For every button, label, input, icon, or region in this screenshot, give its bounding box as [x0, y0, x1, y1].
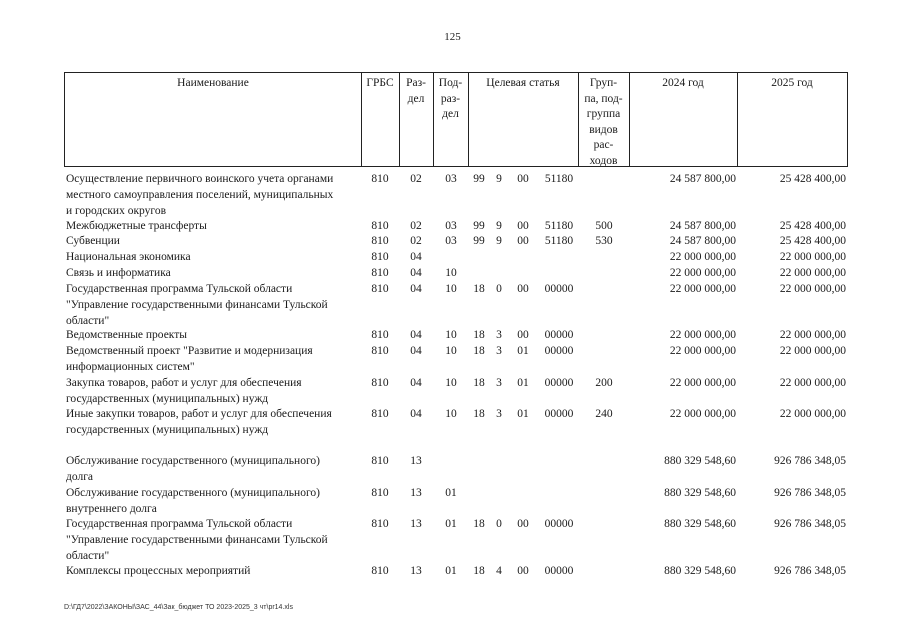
cell-t1: 18: [473, 377, 485, 389]
cell-y2025: 22 000 000,00: [779, 377, 846, 389]
row-name: Закупка товаров, работ и услуг для обеспечения государственных (муниципальных) нужд: [66, 377, 302, 405]
cell-grbs: 810: [371, 173, 389, 185]
cell-y2025: 22 000 000,00: [779, 267, 846, 279]
table-row: [0, 171, 905, 217]
cell-grbs: 810: [371, 283, 389, 295]
cell-razdel: 04: [410, 329, 422, 341]
row-name: Государственная программа Тульской области "Управление государственными финансами Тульской области": [66, 518, 328, 562]
cell-t3: 01: [517, 408, 529, 420]
cell-y2024: 880 329 548,60: [664, 455, 736, 467]
cell-t3: 00: [517, 173, 529, 185]
cell-t1: 18: [473, 518, 485, 530]
cell-t2: 3: [496, 329, 502, 341]
cell-podrazdel: 03: [445, 173, 457, 185]
cell-grbs: 810: [371, 565, 389, 577]
cell-podrazdel: 10: [445, 283, 457, 295]
cell-podrazdel: 10: [445, 329, 457, 341]
cell-razdel: 13: [410, 565, 422, 577]
cell-y2025: 22 000 000,00: [779, 283, 846, 295]
cell-y2024: 22 000 000,00: [669, 267, 736, 279]
page-number: 125: [444, 31, 461, 43]
cell-group: 200: [595, 377, 613, 389]
cell-t1: 99: [473, 235, 485, 247]
cell-y2024: 22 000 000,00: [669, 345, 736, 357]
cell-razdel: 04: [410, 345, 422, 357]
cell-y2025: 25 428 400,00: [779, 235, 846, 247]
cell-y2024: 24 587 800,00: [669, 173, 736, 185]
cell-grbs: 810: [371, 408, 389, 420]
header-2024: 2024 год: [662, 77, 704, 89]
row-name: Осуществление первичного воинского учета органами местного самоуправления поселений, муниципальных и городских округов: [66, 173, 334, 217]
cell-podrazdel: 10: [445, 408, 457, 420]
cell-y2025: 926 786 348,05: [774, 487, 846, 499]
row-name: Связь и информатика: [66, 267, 171, 279]
header-grbs: ГРБС: [366, 77, 394, 89]
row-name: Обслуживание государственного (муниципального) долга: [66, 455, 320, 483]
cell-y2024: 22 000 000,00: [669, 283, 736, 295]
cell-t4: 00000: [544, 408, 574, 420]
cell-grbs: 810: [371, 487, 389, 499]
cell-podrazdel: 01: [445, 487, 457, 499]
cell-grbs: 810: [371, 518, 389, 530]
cell-t4: 00000: [544, 377, 574, 389]
cell-y2024: 22 000 000,00: [669, 251, 736, 263]
cell-t1: 18: [473, 345, 485, 357]
cell-t4: 00000: [544, 518, 574, 530]
cell-t3: 01: [517, 345, 529, 357]
header-razdel: Раз- дел: [406, 77, 426, 105]
cell-razdel: 02: [410, 173, 422, 185]
cell-t2: 4: [496, 565, 502, 577]
cell-t4: 00000: [544, 565, 574, 577]
cell-t4: 00000: [544, 329, 574, 341]
cell-razdel: 02: [410, 220, 422, 232]
cell-t2: 3: [496, 377, 502, 389]
cell-grbs: 810: [371, 345, 389, 357]
table-row: [0, 218, 905, 234]
cell-podrazdel: 01: [445, 565, 457, 577]
cell-y2025: 926 786 348,05: [774, 455, 846, 467]
cell-grbs: 810: [371, 267, 389, 279]
cell-podrazdel: 03: [445, 235, 457, 247]
table-header: [64, 72, 848, 167]
cell-group: 500: [595, 220, 613, 232]
cell-grbs: 810: [371, 235, 389, 247]
cell-y2024: 24 587 800,00: [669, 220, 736, 232]
cell-t4: 51180: [544, 173, 574, 185]
cell-podrazdel: 10: [445, 377, 457, 389]
row-name: Ведомственные проекты: [66, 329, 187, 341]
cell-grbs: 810: [371, 377, 389, 389]
row-name: Национальная экономика: [66, 251, 191, 263]
cell-t4: 51180: [544, 235, 574, 247]
cell-razdel: 04: [410, 283, 422, 295]
row-name: Межбюджетные трансферты: [66, 220, 207, 232]
cell-t3: 00: [517, 518, 529, 530]
file-path-footer: D:\ГД7\2022\ЗАКОНЫ\ЗАС_44\Зак_бюджет ТО 2023-2025_3 чт\pr14.xls: [64, 604, 293, 611]
row-name: Субвенции: [66, 235, 120, 247]
header-2025: 2025 год: [771, 77, 813, 89]
table-row: [0, 233, 905, 249]
cell-y2024: 880 329 548,60: [664, 518, 736, 530]
cell-t3: 00: [517, 283, 529, 295]
cell-grbs: 810: [371, 455, 389, 467]
cell-razdel: 13: [410, 455, 422, 467]
cell-razdel: 04: [410, 251, 422, 263]
cell-y2025: 926 786 348,05: [774, 565, 846, 577]
cell-y2024: 880 329 548,60: [664, 565, 736, 577]
table-row: [0, 453, 905, 483]
cell-t3: 00: [517, 565, 529, 577]
row-name: Государственная программа Тульской области "Управление государственными финансами Тульской области": [66, 283, 328, 327]
table-row: [0, 375, 905, 405]
cell-y2025: 926 786 348,05: [774, 518, 846, 530]
cell-t2: 0: [496, 518, 502, 530]
cell-t2: 3: [496, 345, 502, 357]
cell-t1: 18: [473, 408, 485, 420]
row-name: Иные закупки товаров, работ и услуг для обеспечения государственных (муниципальных) нужд: [66, 408, 332, 436]
cell-grbs: 810: [371, 251, 389, 263]
cell-y2025: 25 428 400,00: [779, 173, 846, 185]
cell-y2025: 25 428 400,00: [779, 220, 846, 232]
cell-group: 530: [595, 235, 613, 247]
row-name: Комплексы процессных мероприятий: [66, 565, 251, 577]
table-row: [0, 563, 905, 579]
table-row: [0, 327, 905, 343]
cell-podrazdel: 10: [445, 345, 457, 357]
cell-y2025: 22 000 000,00: [779, 251, 846, 263]
cell-t3: 00: [517, 235, 529, 247]
cell-t1: 99: [473, 173, 485, 185]
cell-y2025: 22 000 000,00: [779, 345, 846, 357]
cell-y2024: 22 000 000,00: [669, 329, 736, 341]
header-name: Наименование: [177, 77, 249, 89]
cell-podrazdel: 10: [445, 267, 457, 279]
table-row: [0, 281, 905, 327]
cell-t3: 00: [517, 220, 529, 232]
cell-t2: 9: [496, 173, 502, 185]
cell-t3: 01: [517, 377, 529, 389]
table-row: [0, 516, 905, 562]
cell-t4: 00000: [544, 345, 574, 357]
table-row: [0, 265, 905, 281]
cell-t2: 3: [496, 408, 502, 420]
cell-t2: 0: [496, 283, 502, 295]
cell-t3: 00: [517, 329, 529, 341]
header-podrazdel: Под- раз- дел: [438, 77, 463, 120]
cell-y2024: 22 000 000,00: [669, 408, 736, 420]
cell-grbs: 810: [371, 329, 389, 341]
row-name: Обслуживание государственного (муниципального) внутреннего долга: [66, 487, 320, 515]
cell-y2024: 24 587 800,00: [669, 235, 736, 247]
cell-t2: 9: [496, 235, 502, 247]
cell-razdel: 13: [410, 518, 422, 530]
cell-y2025: 22 000 000,00: [779, 329, 846, 341]
cell-razdel: 04: [410, 408, 422, 420]
table-row: [0, 485, 905, 515]
cell-t4: 51180: [544, 220, 574, 232]
cell-podrazdel: 01: [445, 518, 457, 530]
cell-t1: 18: [473, 283, 485, 295]
table-row: [0, 343, 905, 373]
cell-t2: 9: [496, 220, 502, 232]
table-row: [0, 406, 905, 436]
cell-podrazdel: 03: [445, 220, 457, 232]
cell-t1: 99: [473, 220, 485, 232]
cell-y2024: 22 000 000,00: [669, 377, 736, 389]
cell-razdel: 02: [410, 235, 422, 247]
cell-y2024: 880 329 548,60: [664, 487, 736, 499]
header-group: Груп- па, под- группа видов рас- ходов: [584, 77, 623, 167]
cell-grbs: 810: [371, 220, 389, 232]
cell-y2025: 22 000 000,00: [779, 408, 846, 420]
cell-t1: 18: [473, 329, 485, 341]
cell-group: 240: [595, 408, 613, 420]
cell-razdel: 04: [410, 377, 422, 389]
cell-t1: 18: [473, 565, 485, 577]
cell-razdel: 13: [410, 487, 422, 499]
row-name: Ведомственный проект "Развитие и модернизация информационных систем": [66, 345, 313, 373]
cell-t4: 00000: [544, 283, 574, 295]
cell-razdel: 04: [410, 267, 422, 279]
header-target: Целевая статья: [486, 77, 560, 89]
table-row: [0, 249, 905, 265]
